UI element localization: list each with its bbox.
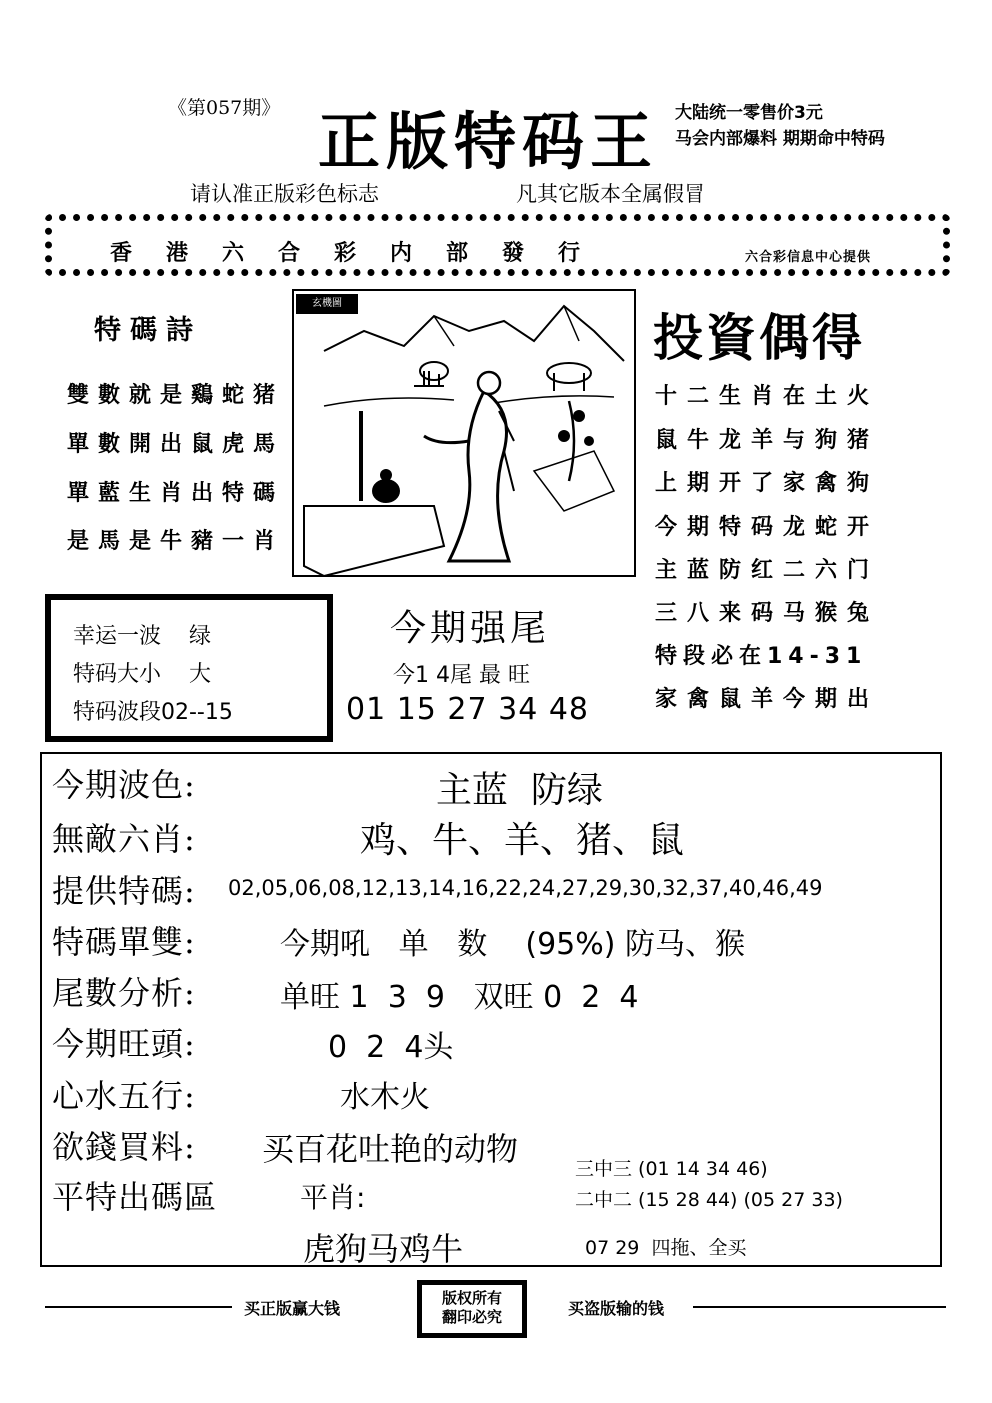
color-label: 今期波色: [52, 766, 196, 804]
price-line-2: 马会内部爆料 期期命中特码 [675, 129, 885, 149]
strong-tail-title: 今期强尾 [390, 608, 551, 649]
banner-provider: 六合彩信息中心提供 [745, 250, 872, 265]
buy-value: 买百花吐艳的动物 [262, 1130, 519, 1168]
invest-line: 今期特码龙蛇开 [655, 515, 880, 540]
six-value: 鸡、牛、羊、猪、鼠 [360, 820, 685, 861]
tail-value: 单旺 1 3 9 双旺 0 2 4 [280, 980, 639, 1015]
scholar-illustration [294, 291, 634, 575]
footer-divider-left [45, 1306, 232, 1308]
element-label: 心水五行: [52, 1077, 196, 1115]
lucky-band: 特码波段02--15 [73, 700, 233, 725]
authenticity-notice: 请认准正版彩色标志 [190, 182, 379, 206]
footer-divider-right [693, 1306, 946, 1308]
invest-line: 十二生肖在土火 [655, 384, 880, 409]
invest-line: 特段必在14-31 [655, 644, 868, 669]
issue-number: 《第057期》 [168, 97, 281, 119]
special-value: 02,05,06,08,12,13,14,16,22,24,27,29,30,32,37,40,46,49 [228, 876, 823, 900]
combo-2in2: 二中二 (15 28 44) (05 27 33) [575, 1189, 843, 1211]
flat-animals: 虎狗马鸡牛 [303, 1230, 464, 1268]
oddeven-value: 今期吼 单 数 (95%) 防马、猴 [280, 927, 745, 962]
poem-line: 單藍生肖出特碼 [67, 480, 285, 506]
combo-3in3: 三中三 (01 14 34 46) [575, 1158, 768, 1180]
color-value: 主蓝 防绿 [436, 770, 603, 811]
invest-line: 三八来码马猴兔 [655, 601, 880, 626]
price-line-1: 大陆统一零售价3元 [675, 103, 823, 123]
illustration [292, 289, 636, 577]
flat-sub: 平肖: [300, 1181, 366, 1214]
element-value: 水木火 [340, 1080, 430, 1115]
footer-right-text: 买盗版输的钱 [568, 1299, 665, 1318]
price-info [675, 100, 885, 152]
flat-label: 平特出碼區 [52, 1178, 218, 1216]
oddeven-label: 特碼單雙: [52, 923, 196, 961]
counterfeit-notice: 凡其它版本全属假冒 [516, 182, 705, 206]
poem-line: 是馬是牛豬一肖 [67, 528, 285, 554]
poem-line: 雙數就是鷄蛇猪 [67, 382, 285, 408]
invest-line: 鼠牛龙羊与狗猪 [655, 428, 880, 453]
strong-tail-sub: 今1 4尾 最 旺 [393, 663, 530, 688]
copyright-line-1: 版权所有 [441, 1289, 502, 1307]
illustration-tag: 玄機圖 [296, 294, 358, 314]
strong-tail-numbers: 01 15 27 34 48 [346, 692, 590, 727]
special-label: 提供特碼: [52, 872, 196, 910]
footer-left-text: 买正版赢大钱 [244, 1299, 341, 1318]
head-value: 0 2 4头 [328, 1030, 454, 1065]
tail-label: 尾數分析: [52, 974, 196, 1012]
copyright-box [417, 1280, 527, 1338]
poem-line: 單數開出鼠虎馬 [67, 431, 285, 457]
head-label: 今期旺頭: [52, 1025, 196, 1063]
invest-line: 主蓝防红二六门 [655, 558, 880, 583]
page-title: 正版特码王 [318, 105, 659, 178]
invest-line: 上期开了家禽狗 [655, 471, 880, 496]
six-label: 無敵六肖: [52, 820, 196, 858]
invest-title: 投資偶得 [653, 308, 865, 367]
invest-line: 家禽鼠羊今期出 [655, 687, 880, 712]
banner-text: 香港六合彩内部發行 [110, 240, 615, 266]
combo-drag: 07 29 四拖、全买 [585, 1237, 747, 1259]
lucky-wave: 幸运一波 绿 [73, 624, 211, 649]
buy-label: 欲錢買料: [52, 1128, 196, 1166]
lucky-size: 特码大小 大 [73, 662, 211, 687]
copyright-line-2: 翻印必究 [441, 1308, 502, 1326]
poem-title: 特碼詩 [94, 315, 202, 346]
